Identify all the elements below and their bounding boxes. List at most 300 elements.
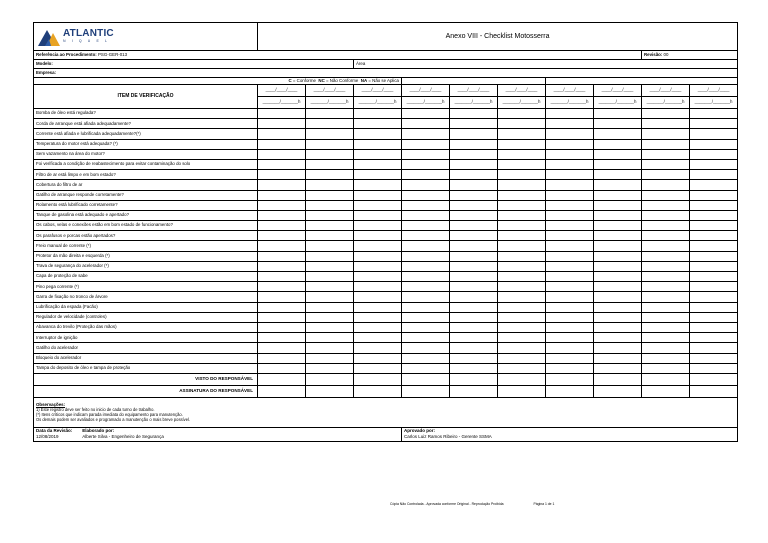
check-cell[interactable] (498, 272, 546, 282)
check-cell[interactable] (690, 333, 738, 343)
check-cell[interactable] (498, 149, 546, 159)
check-cell[interactable] (258, 119, 306, 129)
check-cell[interactable] (258, 353, 306, 363)
area-field[interactable] (354, 60, 738, 69)
hour-field[interactable]: _______/_______h (546, 97, 594, 109)
check-cell[interactable] (354, 119, 402, 129)
check-cell[interactable] (354, 353, 402, 363)
check-cell[interactable] (642, 282, 690, 292)
hour-field[interactable]: _______/_______h (594, 97, 642, 109)
signature-cell[interactable] (450, 373, 498, 385)
check-cell[interactable] (594, 149, 642, 159)
check-cell[interactable] (690, 119, 738, 129)
check-cell[interactable] (450, 261, 498, 271)
check-cell[interactable] (258, 231, 306, 241)
hour-field[interactable]: _______/_______h (642, 97, 690, 109)
check-cell[interactable] (594, 261, 642, 271)
check-cell[interactable] (450, 282, 498, 292)
check-cell[interactable] (450, 343, 498, 353)
check-cell[interactable] (402, 322, 450, 332)
check-cell[interactable] (450, 139, 498, 149)
check-cell[interactable] (306, 353, 354, 363)
check-cell[interactable] (594, 272, 642, 282)
check-cell[interactable] (450, 210, 498, 220)
check-cell[interactable] (594, 129, 642, 139)
check-cell[interactable] (594, 109, 642, 119)
signature-cell[interactable] (402, 385, 450, 397)
check-cell[interactable] (690, 312, 738, 322)
check-cell[interactable] (306, 200, 354, 210)
check-cell[interactable] (546, 353, 594, 363)
check-cell[interactable] (642, 261, 690, 271)
check-cell[interactable] (594, 241, 642, 251)
check-cell[interactable] (354, 333, 402, 343)
check-cell[interactable] (402, 261, 450, 271)
signature-cell[interactable] (546, 385, 594, 397)
check-cell[interactable] (402, 170, 450, 180)
check-cell[interactable] (354, 221, 402, 231)
check-cell[interactable] (258, 343, 306, 353)
check-cell[interactable] (642, 292, 690, 302)
check-cell[interactable] (450, 333, 498, 343)
check-cell[interactable] (546, 190, 594, 200)
check-cell[interactable] (546, 241, 594, 251)
check-cell[interactable] (450, 312, 498, 322)
check-cell[interactable] (450, 109, 498, 119)
date-field[interactable]: ____/____/____ (402, 85, 450, 97)
check-cell[interactable] (402, 312, 450, 322)
check-cell[interactable] (450, 302, 498, 312)
check-cell[interactable] (306, 231, 354, 241)
check-cell[interactable] (642, 272, 690, 282)
check-cell[interactable] (306, 322, 354, 332)
check-cell[interactable] (402, 180, 450, 190)
check-cell[interactable] (498, 312, 546, 322)
check-cell[interactable] (690, 129, 738, 139)
check-cell[interactable] (546, 272, 594, 282)
check-cell[interactable] (402, 109, 450, 119)
check-cell[interactable] (642, 149, 690, 159)
check-cell[interactable] (354, 159, 402, 169)
check-cell[interactable] (642, 231, 690, 241)
check-cell[interactable] (546, 200, 594, 210)
hour-field[interactable]: _______/_______h (450, 97, 498, 109)
check-cell[interactable] (306, 312, 354, 322)
check-cell[interactable] (594, 292, 642, 302)
check-cell[interactable] (690, 139, 738, 149)
check-cell[interactable] (594, 353, 642, 363)
check-cell[interactable] (498, 221, 546, 231)
signature-cell[interactable] (594, 385, 642, 397)
check-cell[interactable] (690, 210, 738, 220)
check-cell[interactable] (498, 139, 546, 149)
check-cell[interactable] (546, 302, 594, 312)
signature-cell[interactable] (306, 373, 354, 385)
check-cell[interactable] (546, 159, 594, 169)
check-cell[interactable] (546, 312, 594, 322)
signature-cell[interactable] (402, 373, 450, 385)
check-cell[interactable] (258, 200, 306, 210)
hour-field[interactable]: _______/_______h (354, 97, 402, 109)
check-cell[interactable] (594, 119, 642, 129)
check-cell[interactable] (690, 343, 738, 353)
check-cell[interactable] (594, 159, 642, 169)
check-cell[interactable] (258, 333, 306, 343)
check-cell[interactable] (546, 333, 594, 343)
check-cell[interactable] (642, 302, 690, 312)
check-cell[interactable] (306, 190, 354, 200)
check-cell[interactable] (594, 302, 642, 312)
check-cell[interactable] (354, 109, 402, 119)
date-field[interactable]: ____/____/____ (258, 85, 306, 97)
check-cell[interactable] (594, 210, 642, 220)
check-cell[interactable] (402, 251, 450, 261)
check-cell[interactable] (306, 159, 354, 169)
check-cell[interactable] (258, 190, 306, 200)
check-cell[interactable] (258, 322, 306, 332)
check-cell[interactable] (450, 231, 498, 241)
check-cell[interactable] (498, 333, 546, 343)
check-cell[interactable] (258, 170, 306, 180)
date-field[interactable]: ____/____/____ (498, 85, 546, 97)
check-cell[interactable] (354, 272, 402, 282)
check-cell[interactable] (306, 241, 354, 251)
check-cell[interactable] (306, 170, 354, 180)
check-cell[interactable] (450, 129, 498, 139)
check-cell[interactable] (258, 312, 306, 322)
check-cell[interactable] (402, 241, 450, 251)
check-cell[interactable] (450, 353, 498, 363)
check-cell[interactable] (258, 363, 306, 373)
check-cell[interactable] (498, 109, 546, 119)
check-cell[interactable] (402, 302, 450, 312)
check-cell[interactable] (354, 363, 402, 373)
check-cell[interactable] (450, 363, 498, 373)
check-cell[interactable] (546, 119, 594, 129)
check-cell[interactable] (498, 180, 546, 190)
check-cell[interactable] (546, 129, 594, 139)
signature-cell[interactable] (690, 373, 738, 385)
check-cell[interactable] (690, 251, 738, 261)
signature-cell[interactable] (642, 373, 690, 385)
check-cell[interactable] (546, 292, 594, 302)
check-cell[interactable] (546, 221, 594, 231)
signature-cell[interactable] (306, 385, 354, 397)
check-cell[interactable] (546, 180, 594, 190)
check-cell[interactable] (306, 139, 354, 149)
check-cell[interactable] (354, 129, 402, 139)
date-field[interactable]: ____/____/____ (690, 85, 738, 97)
hour-field[interactable]: _______/_______h (258, 97, 306, 109)
check-cell[interactable] (258, 180, 306, 190)
check-cell[interactable] (642, 119, 690, 129)
check-cell[interactable] (402, 343, 450, 353)
check-cell[interactable] (642, 210, 690, 220)
check-cell[interactable] (402, 200, 450, 210)
check-cell[interactable] (258, 221, 306, 231)
check-cell[interactable] (354, 210, 402, 220)
check-cell[interactable] (450, 272, 498, 282)
check-cell[interactable] (450, 170, 498, 180)
check-cell[interactable] (594, 251, 642, 261)
check-cell[interactable] (258, 139, 306, 149)
check-cell[interactable] (546, 363, 594, 373)
model-field[interactable] (34, 60, 354, 69)
check-cell[interactable] (642, 180, 690, 190)
check-cell[interactable] (546, 149, 594, 159)
check-cell[interactable] (354, 170, 402, 180)
check-cell[interactable] (354, 241, 402, 251)
check-cell[interactable] (402, 221, 450, 231)
check-cell[interactable] (690, 292, 738, 302)
check-cell[interactable] (690, 231, 738, 241)
check-cell[interactable] (546, 210, 594, 220)
check-cell[interactable] (258, 241, 306, 251)
check-cell[interactable] (402, 231, 450, 241)
check-cell[interactable] (546, 231, 594, 241)
check-cell[interactable] (690, 180, 738, 190)
check-cell[interactable] (498, 210, 546, 220)
check-cell[interactable] (402, 272, 450, 282)
hour-field[interactable]: _______/_______h (498, 97, 546, 109)
check-cell[interactable] (402, 129, 450, 139)
check-cell[interactable] (306, 251, 354, 261)
check-cell[interactable] (594, 139, 642, 149)
check-cell[interactable] (402, 139, 450, 149)
check-cell[interactable] (402, 149, 450, 159)
check-cell[interactable] (258, 292, 306, 302)
check-cell[interactable] (306, 180, 354, 190)
check-cell[interactable] (402, 353, 450, 363)
check-cell[interactable] (594, 322, 642, 332)
check-cell[interactable] (498, 322, 546, 332)
check-cell[interactable] (450, 200, 498, 210)
check-cell[interactable] (642, 221, 690, 231)
check-cell[interactable] (450, 251, 498, 261)
check-cell[interactable] (642, 109, 690, 119)
check-cell[interactable] (546, 261, 594, 271)
check-cell[interactable] (546, 139, 594, 149)
check-cell[interactable] (642, 170, 690, 180)
check-cell[interactable] (498, 231, 546, 241)
check-cell[interactable] (354, 200, 402, 210)
check-cell[interactable] (450, 322, 498, 332)
hour-field[interactable]: _______/_______h (306, 97, 354, 109)
signature-cell[interactable] (258, 385, 306, 397)
check-cell[interactable] (402, 210, 450, 220)
signature-cell[interactable] (498, 373, 546, 385)
check-cell[interactable] (690, 221, 738, 231)
check-cell[interactable] (498, 261, 546, 271)
check-cell[interactable] (306, 343, 354, 353)
check-cell[interactable] (306, 221, 354, 231)
check-cell[interactable] (498, 170, 546, 180)
check-cell[interactable] (402, 282, 450, 292)
check-cell[interactable] (402, 292, 450, 302)
check-cell[interactable] (306, 149, 354, 159)
check-cell[interactable] (354, 190, 402, 200)
check-cell[interactable] (642, 159, 690, 169)
hour-field[interactable]: _______/_______h (402, 97, 450, 109)
check-cell[interactable] (354, 343, 402, 353)
check-cell[interactable] (498, 363, 546, 373)
check-cell[interactable] (306, 119, 354, 129)
check-cell[interactable] (402, 119, 450, 129)
check-cell[interactable] (498, 159, 546, 169)
check-cell[interactable] (642, 363, 690, 373)
check-cell[interactable] (450, 241, 498, 251)
signature-cell[interactable] (690, 385, 738, 397)
check-cell[interactable] (450, 159, 498, 169)
check-cell[interactable] (642, 343, 690, 353)
check-cell[interactable] (546, 109, 594, 119)
check-cell[interactable] (306, 302, 354, 312)
check-cell[interactable] (690, 282, 738, 292)
check-cell[interactable] (642, 190, 690, 200)
check-cell[interactable] (354, 302, 402, 312)
check-cell[interactable] (354, 149, 402, 159)
check-cell[interactable] (690, 200, 738, 210)
check-cell[interactable] (594, 363, 642, 373)
signature-cell[interactable] (354, 385, 402, 397)
check-cell[interactable] (690, 109, 738, 119)
signature-cell[interactable] (450, 385, 498, 397)
check-cell[interactable] (306, 129, 354, 139)
check-cell[interactable] (594, 180, 642, 190)
check-cell[interactable] (354, 292, 402, 302)
check-cell[interactable] (642, 322, 690, 332)
check-cell[interactable] (258, 109, 306, 119)
date-field[interactable]: ____/____/____ (306, 85, 354, 97)
check-cell[interactable] (690, 190, 738, 200)
check-cell[interactable] (450, 221, 498, 231)
check-cell[interactable] (690, 363, 738, 373)
check-cell[interactable] (690, 170, 738, 180)
signature-cell[interactable] (354, 373, 402, 385)
check-cell[interactable] (642, 251, 690, 261)
check-cell[interactable] (306, 109, 354, 119)
check-cell[interactable] (546, 322, 594, 332)
check-cell[interactable] (258, 210, 306, 220)
check-cell[interactable] (594, 200, 642, 210)
check-cell[interactable] (594, 231, 642, 241)
signature-cell[interactable] (642, 385, 690, 397)
check-cell[interactable] (354, 322, 402, 332)
check-cell[interactable] (402, 190, 450, 200)
signature-cell[interactable] (498, 385, 546, 397)
check-cell[interactable] (354, 231, 402, 241)
check-cell[interactable] (498, 119, 546, 129)
check-cell[interactable] (546, 282, 594, 292)
check-cell[interactable] (498, 343, 546, 353)
check-cell[interactable] (498, 282, 546, 292)
check-cell[interactable] (402, 333, 450, 343)
check-cell[interactable] (258, 302, 306, 312)
check-cell[interactable] (402, 363, 450, 373)
check-cell[interactable] (258, 159, 306, 169)
check-cell[interactable] (450, 149, 498, 159)
check-cell[interactable] (498, 190, 546, 200)
date-field[interactable]: ____/____/____ (594, 85, 642, 97)
check-cell[interactable] (594, 221, 642, 231)
check-cell[interactable] (354, 251, 402, 261)
check-cell[interactable] (690, 302, 738, 312)
check-cell[interactable] (690, 261, 738, 271)
date-field[interactable]: ____/____/____ (642, 85, 690, 97)
check-cell[interactable] (498, 353, 546, 363)
check-cell[interactable] (690, 241, 738, 251)
check-cell[interactable] (402, 159, 450, 169)
check-cell[interactable] (594, 343, 642, 353)
company-field[interactable] (34, 69, 738, 78)
check-cell[interactable] (642, 241, 690, 251)
check-cell[interactable] (258, 272, 306, 282)
check-cell[interactable] (450, 180, 498, 190)
check-cell[interactable] (594, 333, 642, 343)
check-cell[interactable] (642, 353, 690, 363)
date-field[interactable]: ____/____/____ (354, 85, 402, 97)
check-cell[interactable] (306, 261, 354, 271)
date-field[interactable]: ____/____/____ (450, 85, 498, 97)
check-cell[interactable] (546, 251, 594, 261)
check-cell[interactable] (450, 119, 498, 129)
check-cell[interactable] (690, 353, 738, 363)
check-cell[interactable] (498, 292, 546, 302)
check-cell[interactable] (690, 159, 738, 169)
check-cell[interactable] (258, 149, 306, 159)
check-cell[interactable] (306, 210, 354, 220)
check-cell[interactable] (354, 312, 402, 322)
check-cell[interactable] (498, 302, 546, 312)
signature-cell[interactable] (546, 373, 594, 385)
check-cell[interactable] (354, 180, 402, 190)
check-cell[interactable] (450, 190, 498, 200)
check-cell[interactable] (306, 363, 354, 373)
check-cell[interactable] (258, 261, 306, 271)
check-cell[interactable] (306, 272, 354, 282)
check-cell[interactable] (546, 343, 594, 353)
check-cell[interactable] (306, 282, 354, 292)
check-cell[interactable] (258, 251, 306, 261)
hour-field[interactable]: _______/_______h (690, 97, 738, 109)
check-cell[interactable] (546, 170, 594, 180)
check-cell[interactable] (642, 129, 690, 139)
check-cell[interactable] (450, 292, 498, 302)
check-cell[interactable] (258, 129, 306, 139)
check-cell[interactable] (306, 333, 354, 343)
check-cell[interactable] (642, 333, 690, 343)
check-cell[interactable] (594, 282, 642, 292)
check-cell[interactable] (354, 139, 402, 149)
check-cell[interactable] (354, 282, 402, 292)
check-cell[interactable] (594, 190, 642, 200)
check-cell[interactable] (306, 292, 354, 302)
check-cell[interactable] (690, 149, 738, 159)
date-field[interactable]: ____/____/____ (546, 85, 594, 97)
check-cell[interactable] (642, 139, 690, 149)
signature-cell[interactable] (594, 373, 642, 385)
signature-cell[interactable] (258, 373, 306, 385)
check-cell[interactable] (498, 251, 546, 261)
check-cell[interactable] (642, 200, 690, 210)
check-cell[interactable] (498, 200, 546, 210)
check-cell[interactable] (690, 322, 738, 332)
check-cell[interactable] (354, 261, 402, 271)
check-cell[interactable] (498, 241, 546, 251)
check-cell[interactable] (594, 170, 642, 180)
check-cell[interactable] (690, 272, 738, 282)
check-cell[interactable] (642, 312, 690, 322)
